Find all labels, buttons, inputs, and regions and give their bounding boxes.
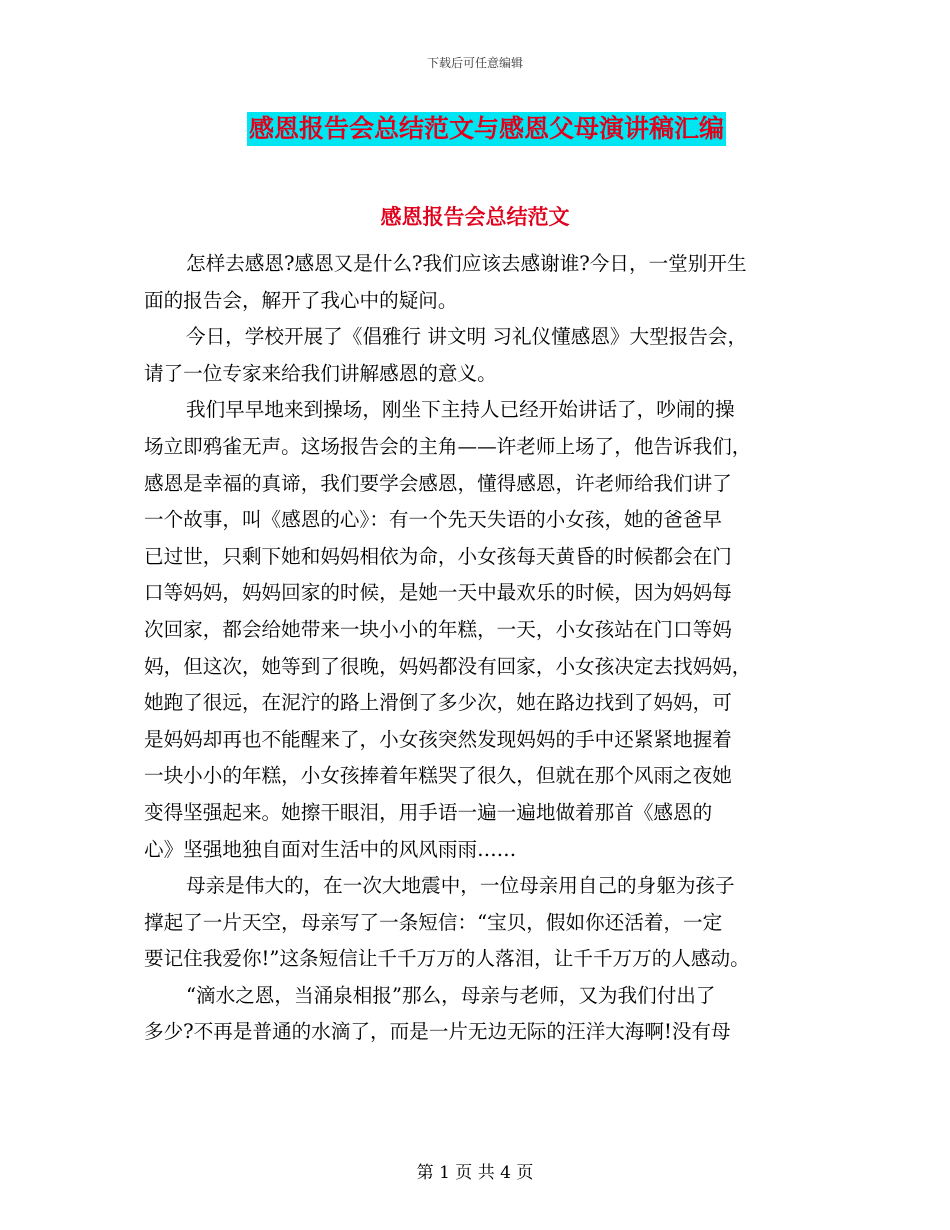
page-number: 第 1 页 共 4 页 bbox=[416, 1163, 534, 1183]
text-line: 变得坚强起来。她擦干眼泪，用手语一遍一遍地做着那首《感恩的 bbox=[144, 800, 713, 824]
text-line: 一个故事，叫《感恩的心》：有一个先天失语的小女孩，她的爸爸早 bbox=[144, 508, 723, 532]
text-line: 口等妈妈，妈妈回家的时候，是她一天中最欢乐的时候，因为妈妈每 bbox=[144, 581, 732, 605]
text-line: 面的报告会，解开了我心中的疑问。 bbox=[144, 288, 458, 312]
text-line: 怎样去感恩?感恩又是什么?我们应该去感谢谁?今日，一堂别开生 bbox=[186, 252, 747, 275]
text-line: 次回家，都会给她带来一块小小的年糕，一天，小女孩站在门口等妈 bbox=[144, 617, 732, 641]
text-line: 母亲是伟大的，在一次大地震中，一位母亲用自己的身躯为孩子 bbox=[186, 874, 735, 898]
document-title: 感恩报告会总结范文与感恩父母演讲稿汇编 bbox=[247, 112, 726, 146]
text-line: 感恩是幸福的真谛，我们要学会感恩，懂得感恩，许老师给我们讲了 bbox=[144, 471, 732, 495]
text-line: 撑起了一片天空，母亲写了一条短信：“宝贝，假如你还活着，一定 bbox=[144, 910, 723, 934]
text-line: “滴水之恩，当涌泉相报”那么，母亲与老师，又为我们付出了 bbox=[186, 983, 716, 1007]
text-line: 一块小小的年糕，小女孩捧着年糕哭了很久，但就在那个风雨之夜她 bbox=[144, 764, 732, 788]
text-line: 我们早早地来到操场，刚坐下主持人已经开始讲话了，吵闹的操 bbox=[186, 398, 735, 422]
text-line: 场立即鸦雀无声。这场报告会的主角——许老师上场了，他告诉我们， bbox=[144, 434, 752, 458]
section-title: 感恩报告会总结范文 bbox=[380, 204, 570, 229]
text-line: 要记住我爱你!”这条短信让千千万万的人落泪，让千千万万的人感动。 bbox=[144, 947, 750, 971]
text-line: 今日，学校开展了《倡雅行 讲文明 习礼仪懂感恩》大型报告会， bbox=[186, 325, 748, 349]
text-line: 妈，但这次，她等到了很晚，妈妈都没有回家，小女孩决定去找妈妈， bbox=[144, 654, 752, 678]
body-text bbox=[144, 246, 814, 1051]
text-line: 多少?不再是普通的水滴了，而是一片无边无际的汪洋大海啊!没有母 bbox=[144, 1020, 731, 1044]
text-line: 她跑了很远，在泥泞的路上滑倒了多少次，她在路边找到了妈妈，可 bbox=[144, 691, 732, 715]
text-line: 已过世，只剩下她和妈妈相依为命，小女孩每天黄昏的时候都会在门 bbox=[144, 544, 732, 568]
text-line: 心》坚强地独自面对生活中的风风雨雨…… bbox=[144, 837, 517, 861]
header-note: 下载后可任意编辑 bbox=[426, 56, 523, 70]
text-line: 请了一位专家来给我们讲解感恩的意义。 bbox=[144, 361, 497, 385]
text-line: 是妈妈却再也不能醒来了，小女孩突然发现妈妈的手中还紧紧地握着 bbox=[144, 727, 732, 751]
